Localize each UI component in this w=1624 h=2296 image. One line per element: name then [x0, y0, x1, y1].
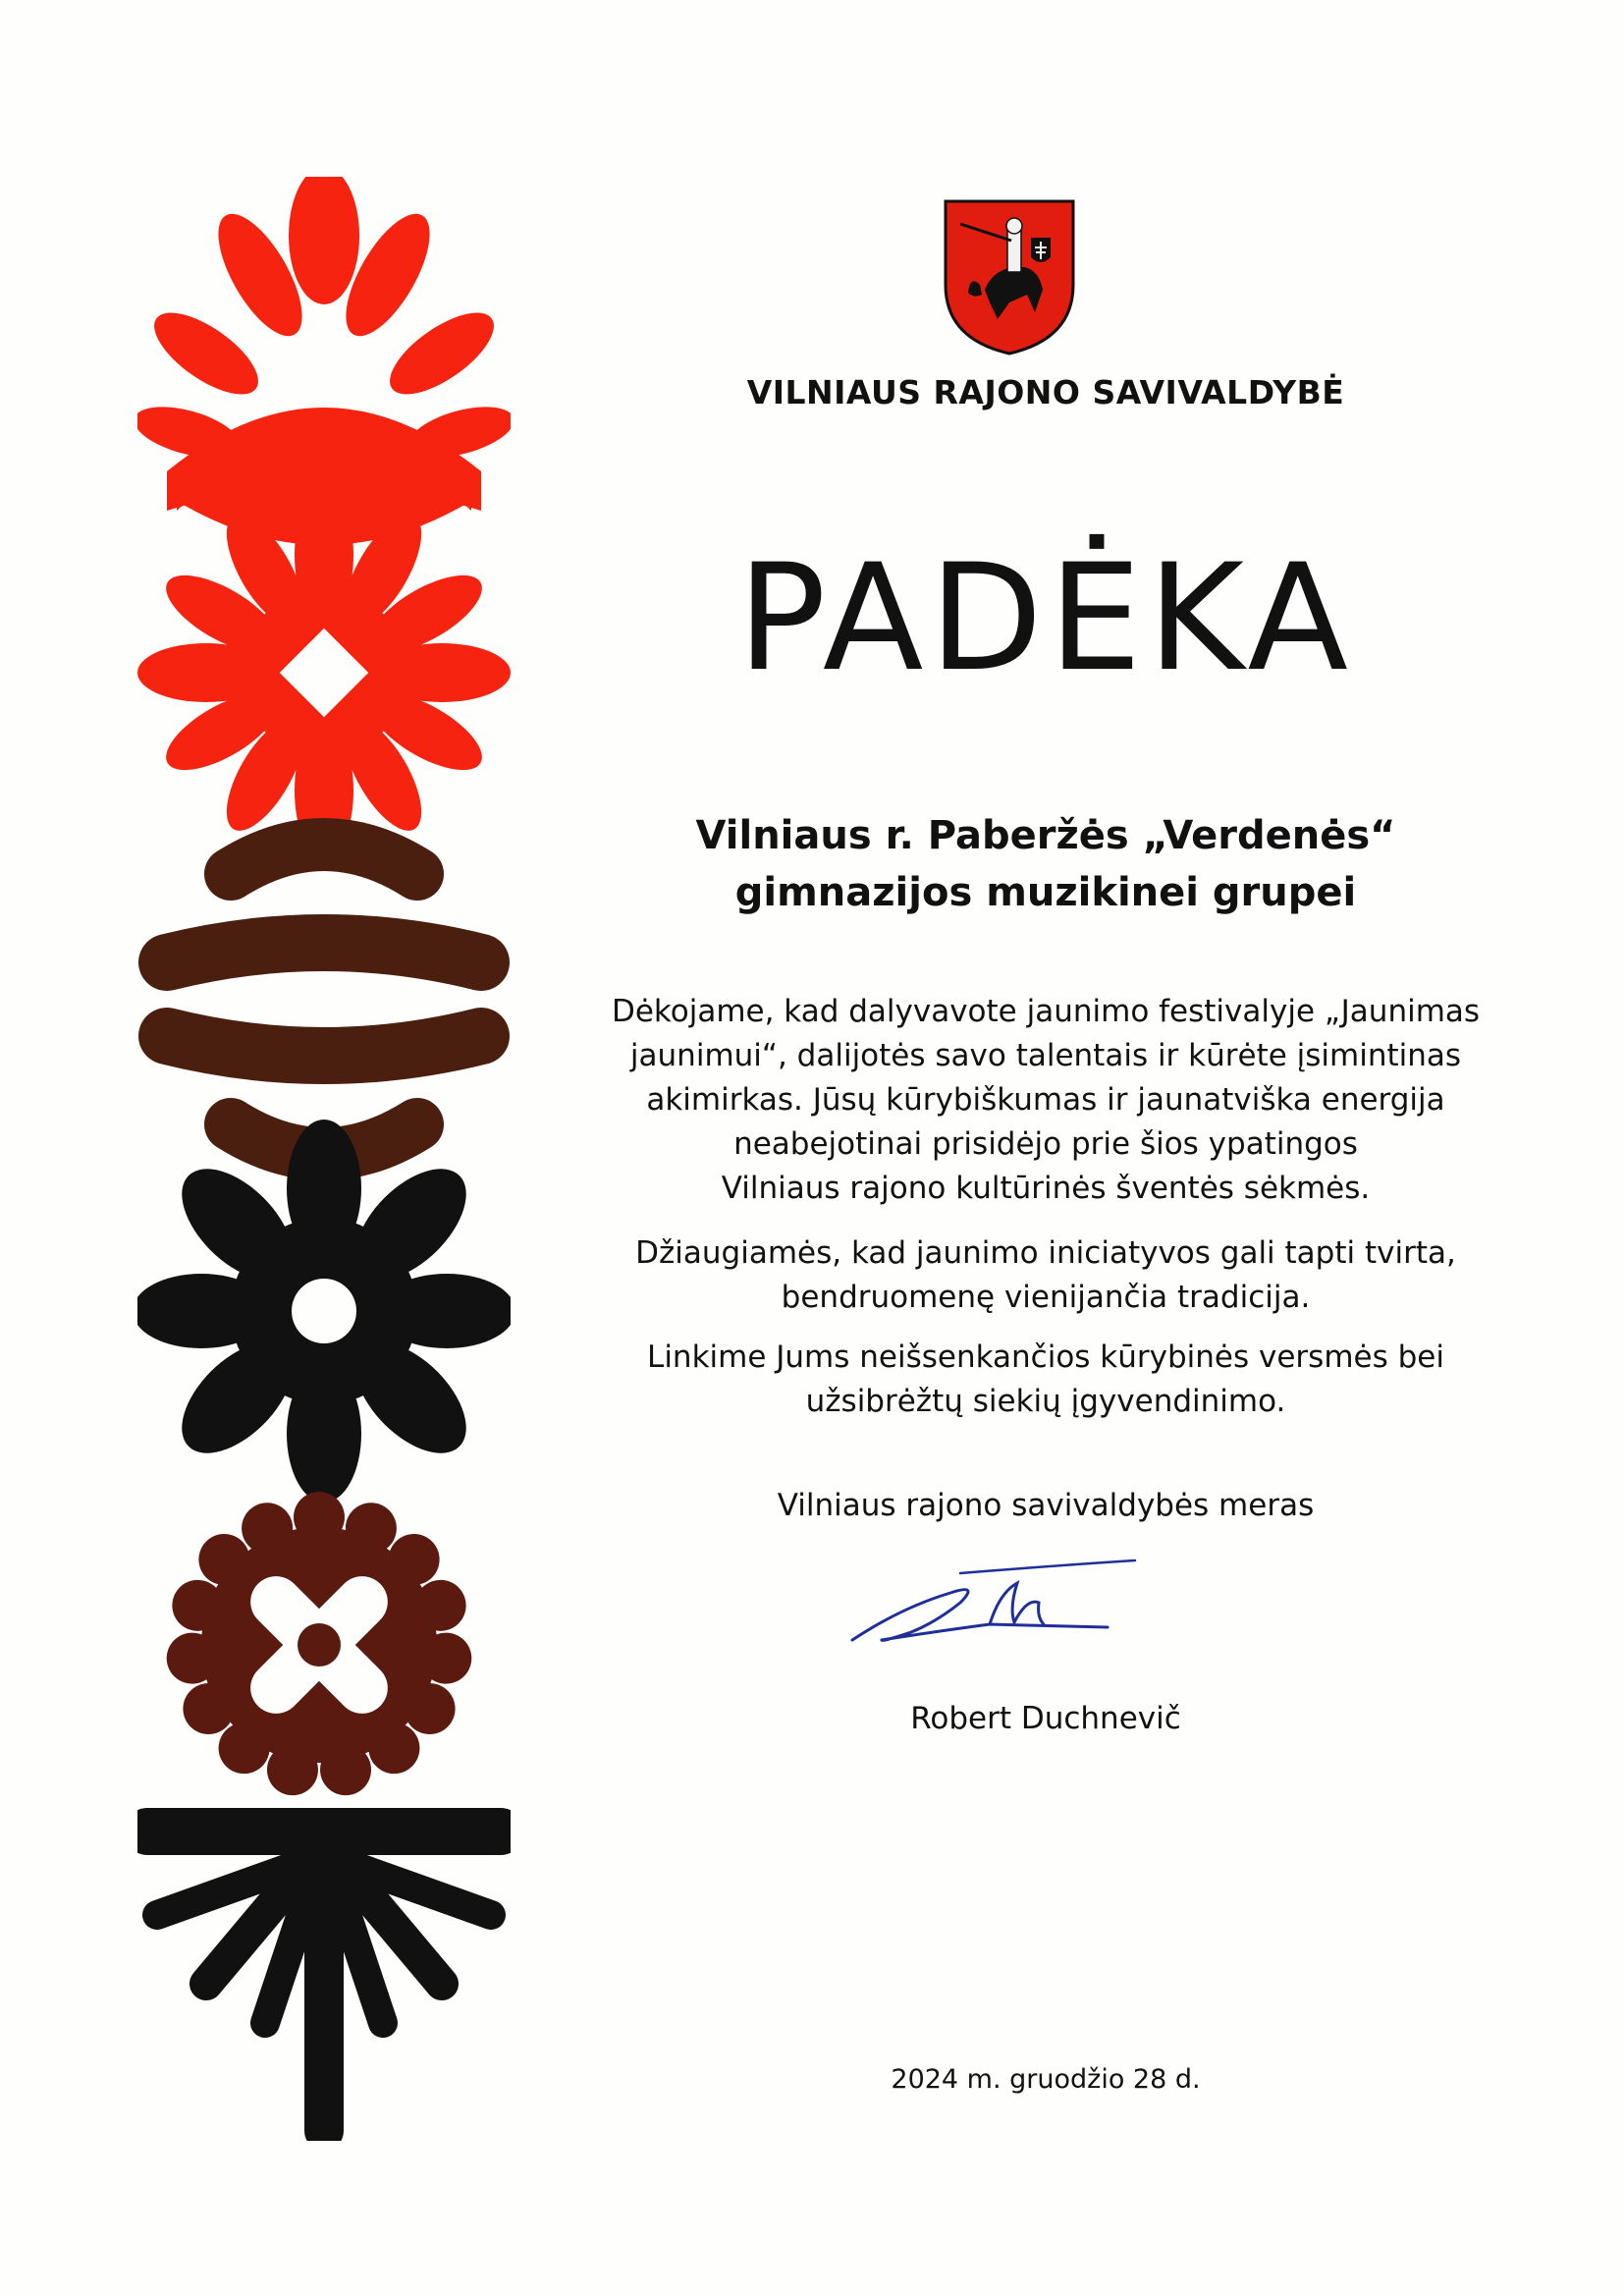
coat-of-arms-icon: [941, 196, 1078, 358]
text-line: Džiaugiamės, kad jaunimo iniciatyvos gali tapti tvirta,: [635, 1235, 1456, 1271]
certificate-content: [550, 0, 1542, 2296]
folk-ornament: [137, 177, 511, 2141]
recipient: [550, 807, 1542, 921]
text-line: Dėkojame, kad dalyvavote jaunimo festivalyje „Jaunimas: [611, 994, 1481, 1029]
text-line: neabejotinai prisidėjo prie šios ypatingos: [733, 1126, 1358, 1162]
brown-bands-icon: [167, 845, 481, 1154]
signature-mark: [842, 1554, 1137, 1662]
red-flower-icon: [137, 486, 511, 859]
text-line: Linkime Jums neišsenkančios kūrybinės versmės bei: [647, 1339, 1444, 1375]
text-line: Vilniaus rajono kultūrinės šventės sėkmės.: [721, 1171, 1371, 1206]
text-line: jaunimui“, dalijotės savo talentais ir kūrėte įsimintinas: [629, 1038, 1462, 1073]
page-title: PADĖKA: [736, 533, 1355, 704]
organization-name: VILNIAUS RAJONO SAVIVALDYBĖ: [746, 373, 1345, 411]
issue-date: 2024 m. gruodžio 28 d.: [891, 2064, 1201, 2095]
text-line: akimirkas. Jūsų kūrybiškumas ir jaunatviška energija: [646, 1082, 1445, 1118]
black-flower-icon: [137, 1120, 511, 1503]
paragraph-wishes: [550, 1336, 1542, 1424]
text-line: bendruomenę vienijančia tradicija.: [781, 1280, 1311, 1315]
paragraph-joy: [550, 1231, 1542, 1320]
text-line: užsibrėžtų siekių įgyvendinimo.: [805, 1384, 1286, 1419]
black-tree-icon: [147, 1831, 501, 2131]
recipient-line: gimnazijos muzikinei grupei: [734, 870, 1357, 915]
recipient-line: Vilniaus r. Paberžės „Verdenės“: [695, 813, 1396, 858]
signatory-name: Robert Duchnevič: [910, 1701, 1181, 1736]
signatory-role: Vilniaus rajono savivaldybės meras: [777, 1488, 1315, 1523]
paragraph-thanks: [550, 990, 1542, 1211]
maroon-flower-icon: [164, 1492, 474, 1800]
